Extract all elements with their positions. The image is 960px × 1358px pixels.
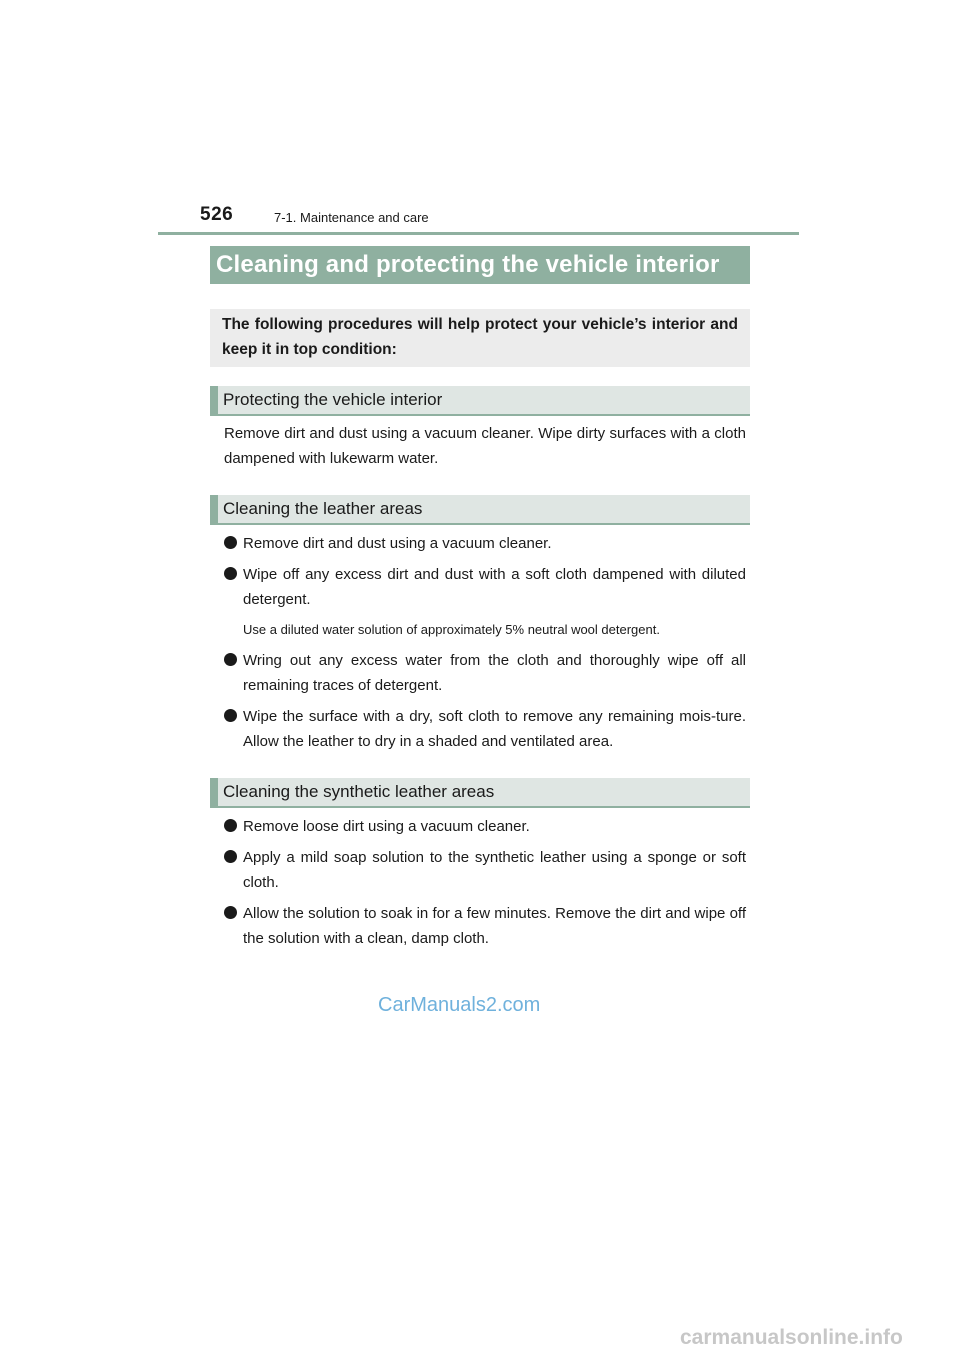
- bullet-icon: [224, 906, 237, 919]
- list-item: Apply a mild soap solution to the synthetic leather using a sponge or soft cloth.: [224, 845, 746, 895]
- bullet-icon: [224, 850, 237, 863]
- bullet-icon: [224, 819, 237, 832]
- list-item: Remove dirt and dust using a vacuum cleaner.: [224, 531, 746, 556]
- list-item: Wipe the surface with a dry, soft cloth to remove any remaining mois-ture. Allow the leather to dry in a shaded and ventilated area.: [224, 704, 746, 754]
- list-item: Allow the solution to soak in for a few minutes. Remove the dirt and wipe off the solution with a clean, damp cloth.: [224, 901, 746, 951]
- section-heading-synthetic-leather: Cleaning the synthetic leather areas: [210, 778, 750, 808]
- section-heading-leather: Cleaning the leather areas: [210, 495, 750, 525]
- section-heading-protecting: Protecting the vehicle interior: [210, 386, 750, 416]
- section-reference: 7-1. Maintenance and care: [274, 210, 429, 225]
- list-item: Remove loose dirt using a vacuum cleaner.: [224, 814, 746, 839]
- watermark-carmanuals2[interactable]: CarManuals2.com: [378, 994, 541, 1016]
- page-number: 526: [200, 204, 234, 225]
- bullet-icon: [224, 709, 237, 722]
- bullet-icon: [224, 567, 237, 580]
- bullet-icon: [224, 653, 237, 666]
- page-title: Cleaning and protecting the vehicle interior: [210, 246, 750, 284]
- watermark-carmanualsonline[interactable]: carmanualsonline.info: [680, 1326, 903, 1349]
- bullet-icon: [224, 536, 237, 549]
- page-header: [200, 204, 800, 230]
- header-divider: [158, 232, 799, 235]
- section-paragraph-protecting: Remove dirt and dust using a vacuum cleaner. Wipe dirty surfaces with a cloth dampened with lukewarm water.: [224, 425, 746, 467]
- list-item: Wipe off any excess dirt and dust with a soft cloth dampened with diluted detergent.: [224, 562, 746, 612]
- detergent-note: Use a diluted water solution of approximately 5% neutral wool detergent.: [243, 622, 660, 637]
- intro-box: The following procedures will help protect your vehicle’s interior and keep it in top condition:: [210, 309, 750, 367]
- list-item: Wring out any excess water from the cloth and thoroughly wipe off all remaining traces of detergent.: [224, 648, 746, 698]
